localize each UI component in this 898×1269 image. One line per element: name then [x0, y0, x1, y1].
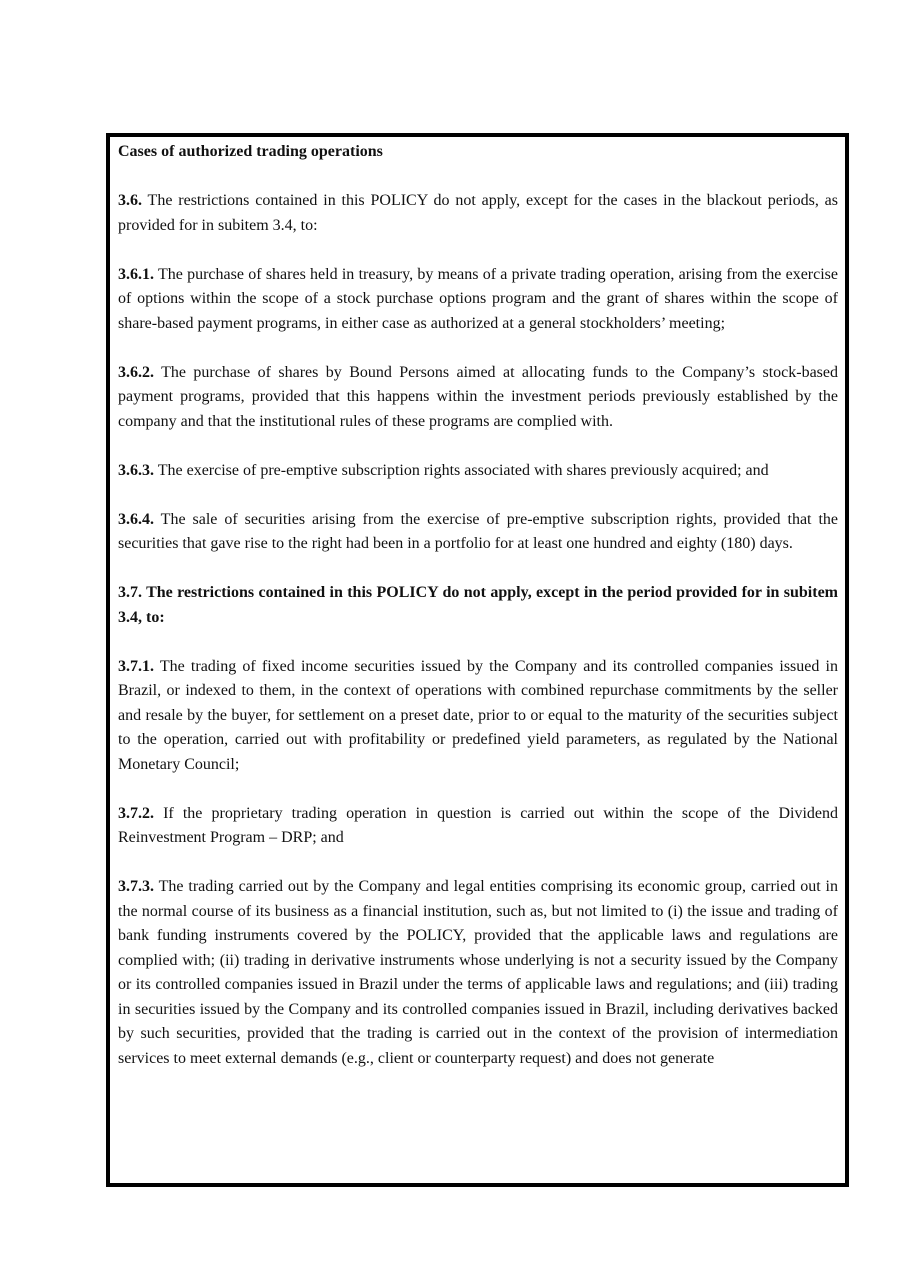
paragraph-3-7 [118, 581, 838, 630]
paragraph-number: 3.6.4. [118, 510, 154, 528]
paragraph-3-7-3 [118, 875, 838, 1071]
paragraph-number: 3.7.3. [118, 878, 154, 895]
paragraph-number: 3.6.2. [118, 363, 154, 381]
paragraph-number: 3.6.1. [118, 265, 154, 283]
paragraph-3-6-1 [118, 263, 838, 337]
paragraph-text: The trading of fixed income securities issued by the Company and its controlled companies issued in Brazil, or indexed to them, in the context of operations with combined repurchase commitments by the seller and resale by the buyer, for settlement on a preset date, prior to or equal to the maturity of the securities subject to the operation, carried out with profitability or predefined yield parameters, as regulated by the National Monetary Council; [118, 657, 838, 773]
paragraph-text: If the proprietary trading operation in question is carried out within the scope of the Dividend Reinvestment Program – DRP; and [118, 804, 838, 846]
paragraph-number: 3.6. [118, 192, 142, 209]
paragraph-3-6 [118, 189, 838, 238]
paragraph-text: The restrictions contained in this POLICY do not apply, except for the cases in the blackout periods, as provided for in subitem 3.4, to: [118, 192, 838, 234]
paragraph-3-7-2 [118, 802, 838, 851]
paragraph-text: The purchase of shares held in treasury, by means of a private trading operation, arising from the exercise of options within the scope of a stock purchase options program and the grant of shares within the scope of share-based payment programs, in either case as authorized at a general stockholders’ meeting; [118, 265, 838, 332]
paragraph-text: The purchase of shares by Bound Persons aimed at allocating funds to the Company’s stock-based payment programs, provided that this happens within the investment periods previously established by the company and that the institutional rules of these programs are complied with. [118, 363, 838, 430]
paragraph-text: The exercise of pre-emptive subscription rights associated with shares previously acquired; and [154, 461, 769, 479]
paragraph-3-7-1 [118, 655, 838, 778]
paragraph-number: 3.6.3. [118, 461, 154, 479]
paragraph-text: The restrictions contained in this POLICY do not apply, except in the period provided for in subitem 3.4, to: [118, 584, 838, 626]
paragraph-text: The sale of securities arising from the exercise of pre-emptive subscription rights, provided that the securities that gave rise to the right had been in a portfolio for at least one hundred and eighty (180) days. [118, 510, 838, 552]
paragraph-text: The trading carried out by the Company and legal entities comprising its economic group, carried out in the normal course of its business as a financial institution, such as, but not limited to (i) the issue and trading of bank funding instruments covered by the POLICY, provided that the applicable laws and regulations are complied with; (ii) trading in derivative instruments whose underlying is not a security issued by the Company or its controlled companies issued in Brazil under the terms of applicable laws and regulations; and (iii) trading in securities issued by the Company and its controlled companies issued in Brazil, including derivatives backed by such securities, provided that the trading is carried out in the context of the provision of intermediation services to meet external demands (e.g., client or counterparty request) and does not generate [118, 878, 838, 1067]
section-heading: Cases of authorized trading operations [118, 143, 383, 160]
paragraph-number: 3.7.2. [118, 804, 154, 822]
paragraph-number: 3.7. [118, 584, 142, 601]
paragraph-3-6-2 [118, 361, 838, 435]
paragraph-3-6-3 [118, 459, 838, 484]
paragraph-3-6-4 [118, 508, 838, 557]
content-frame [106, 133, 849, 1187]
paragraph-number: 3.7.1. [118, 657, 154, 675]
